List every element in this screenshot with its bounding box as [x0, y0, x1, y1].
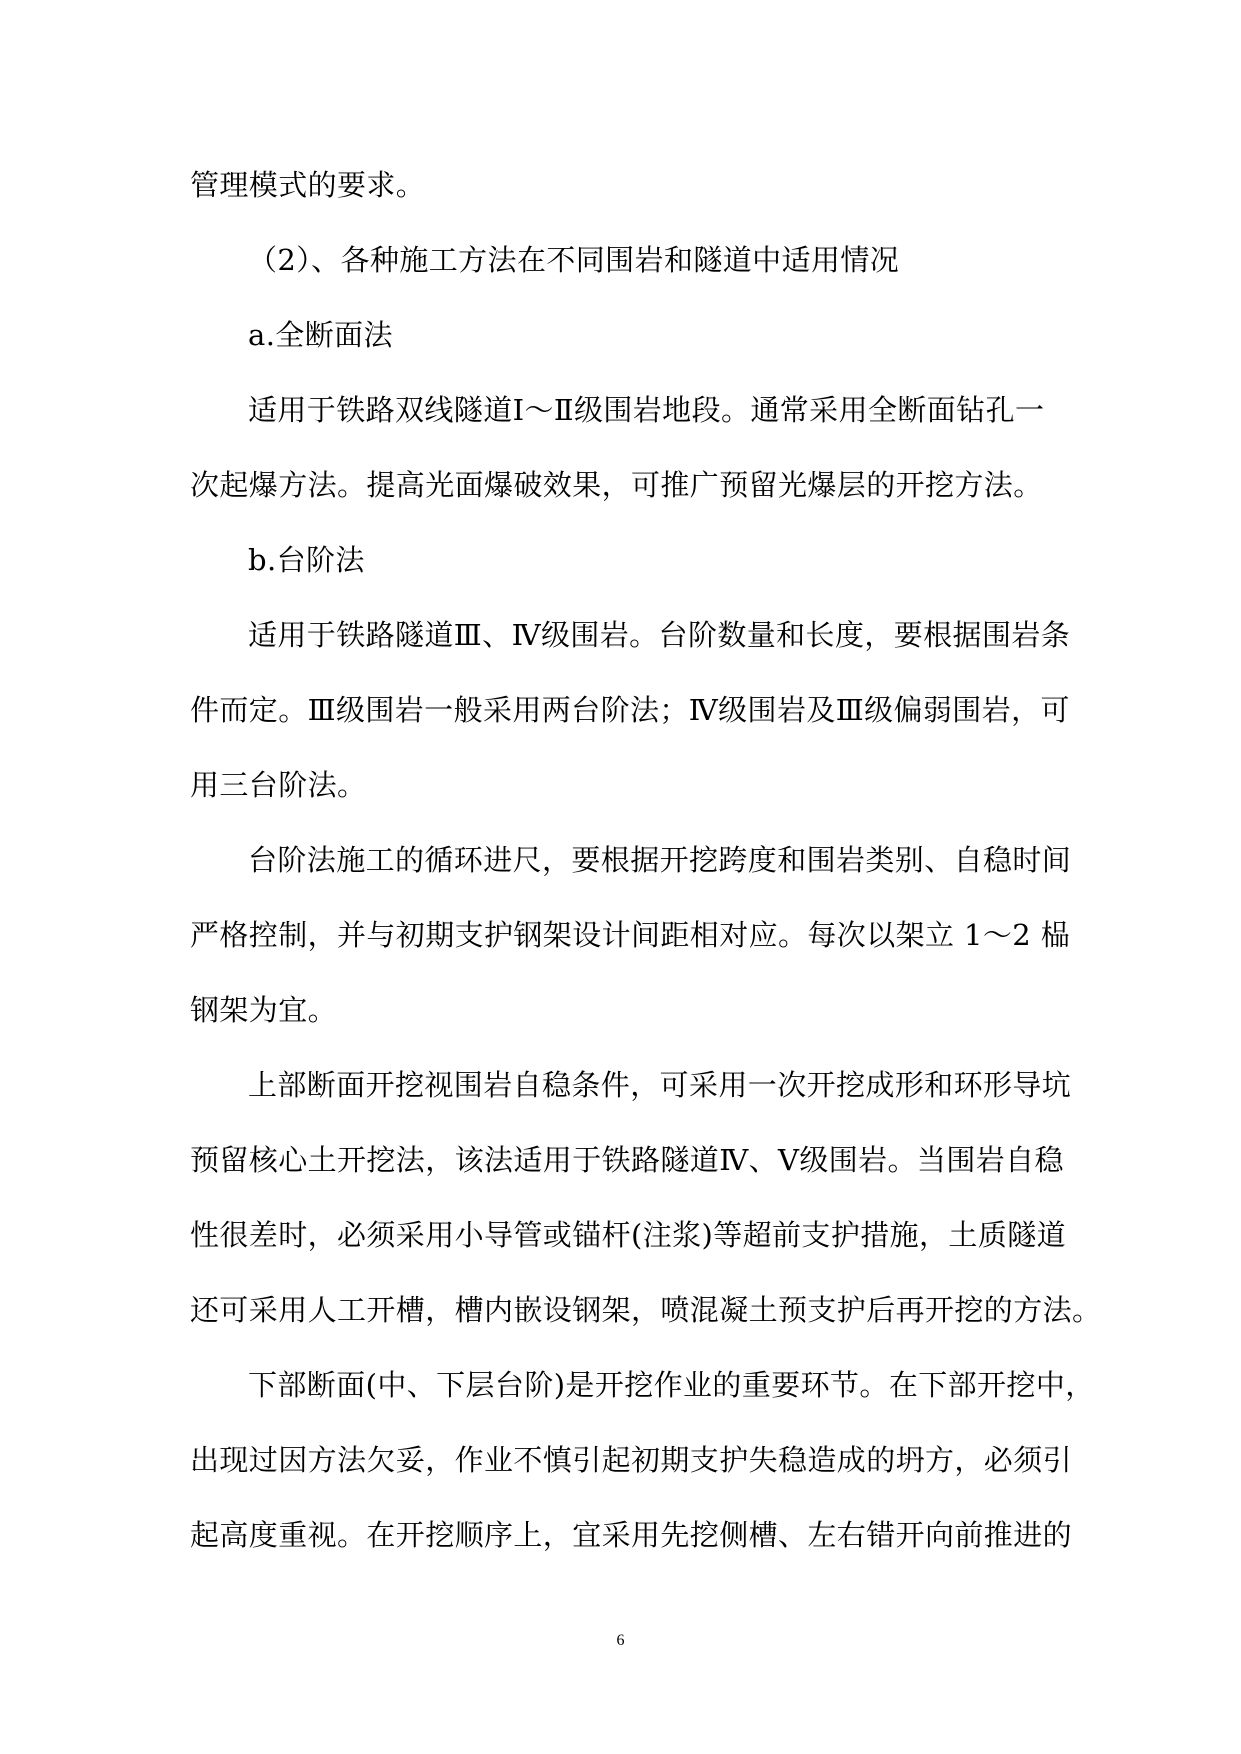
text-line: 还可采用人工开槽，槽内嵌设钢架，喷混凝土预支护后再开挖的方法。 [190, 1293, 1102, 1327]
text-line: 钢架为宜。 [190, 993, 338, 1027]
subsection-heading: a.全断面法 [248, 318, 393, 352]
text-line: 起高度重视。在开挖顺序上，宜采用先挖侧槽、左右错开向前推进的 [190, 1518, 1073, 1552]
text-line: 适用于铁路隧道Ⅲ、Ⅳ级围岩。台阶数量和长度，要根据围岩条 [248, 618, 1071, 652]
text-line: 台阶法施工的循环进尺，要根据开挖跨度和围岩类别、自稳时间 [248, 843, 1072, 877]
section-heading: （2）、各种施工方法在不同围岩和隧道中适用情况 [248, 243, 900, 277]
text-line: 性很差时，必须采用小导管或锚杆(注浆)等超前支护措施，土质隧道 [190, 1218, 1067, 1252]
subsection-heading: b.台阶法 [248, 543, 365, 577]
text-line: 预留核心土开挖法，该法适用于铁路隧道Ⅳ、Ⅴ级围岩。当围岩自稳 [190, 1143, 1064, 1177]
text-line: 适用于铁路双线隧道Ⅰ～Ⅱ级围岩地段。通常采用全断面钻孔一 [248, 393, 1045, 427]
text-line: 用三台阶法。 [190, 768, 367, 802]
text-line: 管理模式的要求。 [190, 168, 426, 202]
text-line: 次起爆方法。提高光面爆破效果，可推广预留光爆层的开挖方法。 [190, 468, 1043, 502]
text-line: 下部断面(中、下层台阶)是开挖作业的重要环节。在下部开挖中， [248, 1368, 1095, 1402]
page-number: 6 [616, 1632, 625, 1649]
text-line: 上部断面开挖视围岩自稳条件，可采用一次开挖成形和环形导坑 [248, 1068, 1072, 1102]
text-line: 严格控制，并与初期支护钢架设计间距相对应。每次以架立 1～2 榀 [190, 918, 1071, 952]
body-text [190, 148, 1102, 1573]
text-line: 件而定。Ⅲ级围岩一般采用两台阶法；Ⅳ级围岩及Ⅲ级偏弱围岩，可 [190, 693, 1070, 727]
text-line: 出现过因方法欠妥，作业不慎引起初期支护失稳造成的坍方，必须引 [190, 1443, 1073, 1477]
